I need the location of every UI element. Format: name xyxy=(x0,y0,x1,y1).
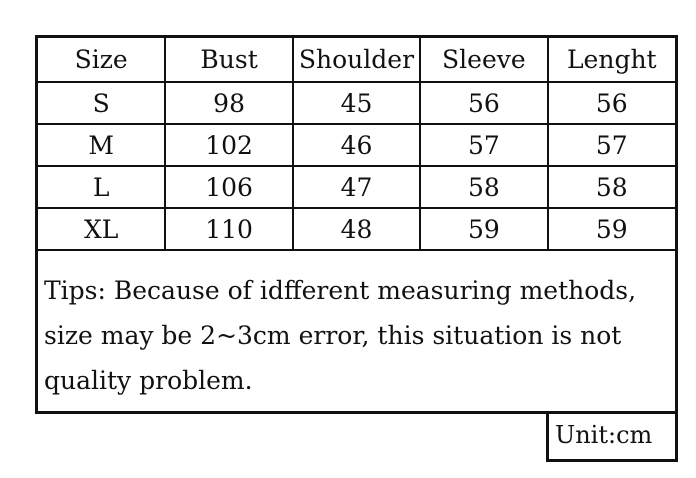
table-header-row xyxy=(38,38,675,82)
header-shoulder: Shoulder xyxy=(293,38,420,82)
table-row xyxy=(38,82,675,124)
cell-length: 56 xyxy=(548,82,675,124)
table-row xyxy=(38,208,675,250)
cell-length: 59 xyxy=(548,208,675,250)
cell-sleeve: 57 xyxy=(420,124,547,166)
cell-shoulder: 46 xyxy=(293,124,420,166)
cell-length: 58 xyxy=(548,166,675,208)
cell-shoulder: 48 xyxy=(293,208,420,250)
size-chart-frame xyxy=(35,35,678,414)
table-row xyxy=(38,166,675,208)
cell-shoulder: 47 xyxy=(293,166,420,208)
cell-sleeve: 56 xyxy=(420,82,547,124)
cell-sleeve: 59 xyxy=(420,208,547,250)
cell-size: S xyxy=(38,82,165,124)
unit-label: Unit:cm xyxy=(546,412,678,462)
cell-size: L xyxy=(38,166,165,208)
header-length: Lenght xyxy=(548,38,675,82)
header-size: Size xyxy=(38,38,165,82)
cell-shoulder: 45 xyxy=(293,82,420,124)
measurement-tips: Tips: Because of idfferent measuring methods, size may be 2~3cm error, this situation is not quality problem. xyxy=(44,276,637,395)
cell-bust: 102 xyxy=(165,124,292,166)
cell-sleeve: 58 xyxy=(420,166,547,208)
table-row xyxy=(38,124,675,166)
size-table xyxy=(38,38,675,251)
cell-size: XL xyxy=(38,208,165,250)
header-sleeve: Sleeve xyxy=(420,38,547,82)
cell-length: 57 xyxy=(548,124,675,166)
cell-size: M xyxy=(38,124,165,166)
cell-bust: 110 xyxy=(165,208,292,250)
cell-bust: 98 xyxy=(165,82,292,124)
header-bust: Bust xyxy=(165,38,292,82)
cell-bust: 106 xyxy=(165,166,292,208)
